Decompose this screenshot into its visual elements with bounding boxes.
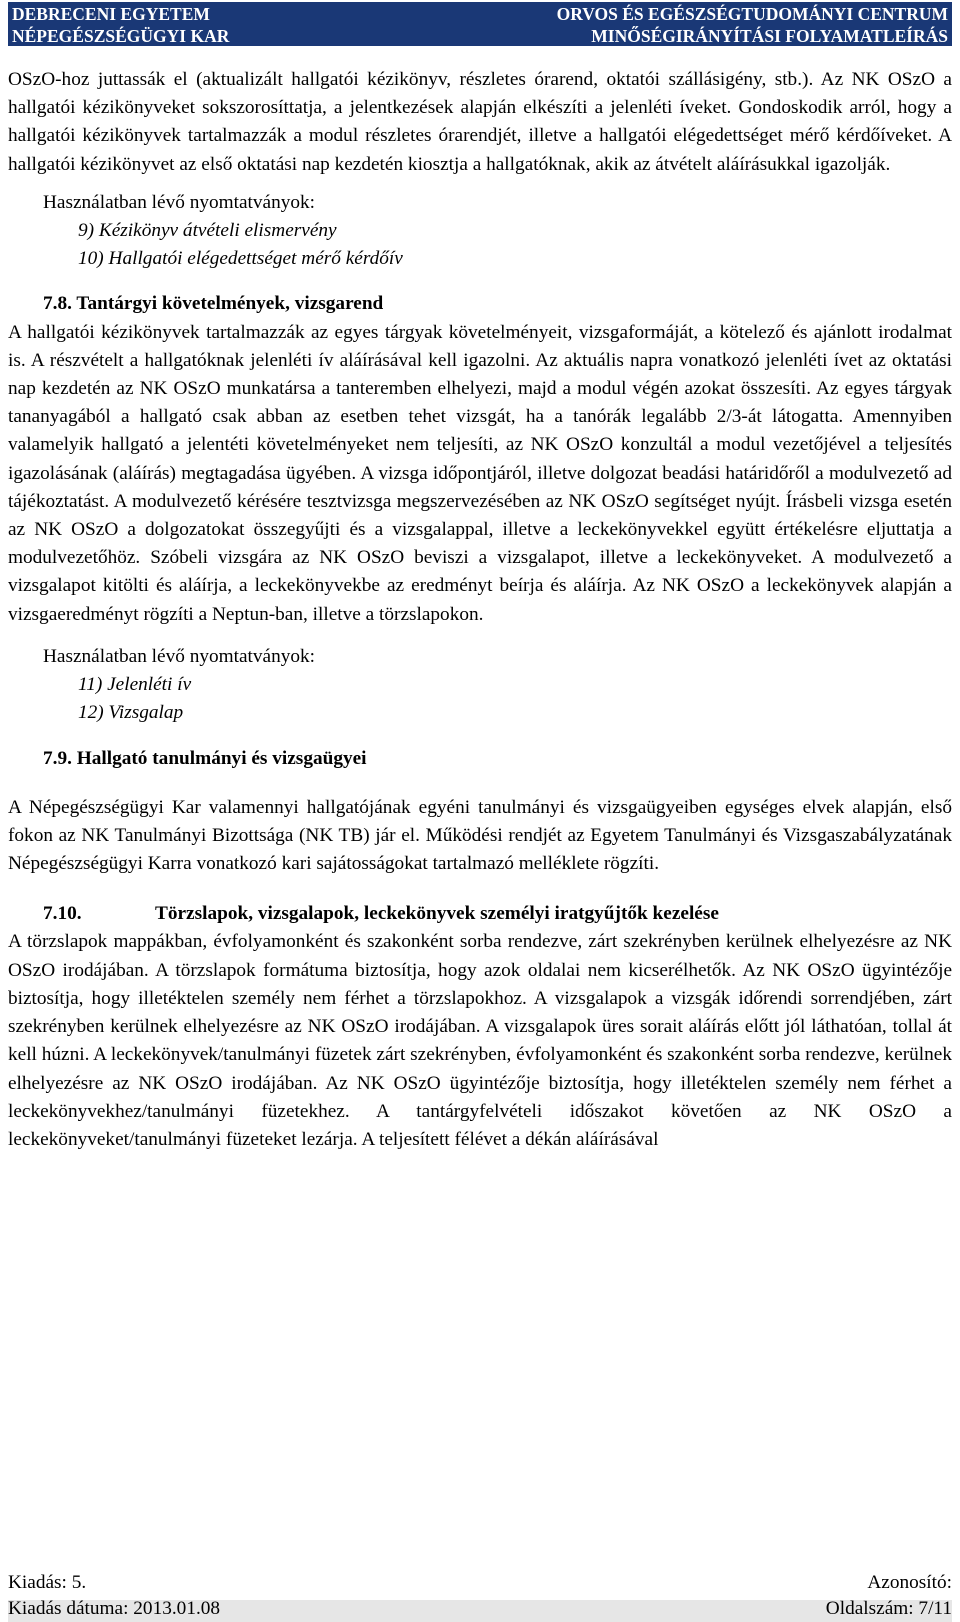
section-heading-7-9 [43,745,952,773]
intro-paragraph: OSzO-hoz juttassák el (aktualizált hallgatói kézikönyv, részletes órarend, oktatói szállásigény, stb.). Az NK OSzO a hallgatói kézikönyveket sokszorosíttatja, a jelentkezések alapján elkészíti a jelenléti íveket. Gondoskodik arról, hogy a hallgatói kézikönyvek tartalmazzák a modul részletes órarendjét, illetve a hallgatói elégedettséget mérő kérdőíveket. A hallgatói kézikönyvet az első oktatási nap kezdetén kiosztja a hallgatóknak, akik az átvételt aláírásukkal igazolják. [8,69,952,175]
section-body-7-9: A Népegészségügyi Kar valamennyi hallgatójának egyéni tanulmányi és vizsgaügyeiben egységes elvek alapján, első fokon az NK Tanulmányi Bizottsága (NK TB) jár el. Működési rendjét az Egyetem Tanulmányi és Vizsgaszabályzatának Népegészségügyi Karra vonatkozó kari sajátosságokat tartalmazó melléklete rögzíti. [8,796,952,875]
form-item: 11) Jelenléti ív [78,674,192,696]
section-title: Törzslapok, vizsgalapok, leckekönyvek személyi iratgyűjtők kezelése [155,903,719,925]
form-item: 9) Kézikönyv átvételi elismervény [78,220,337,242]
section-number: 7.10. [43,903,82,925]
forms-list-2 [43,643,952,728]
section-7-8 [8,290,952,628]
footer-edition: Kiadás: 5. [8,1572,87,1593]
header-doc-type: MINŐSÉGIRÁNYÍTÁSI FOLYAMATLEÍRÁS [591,26,948,46]
footer-edition-date: Kiadás dátuma: 2013.01.08 [8,1598,221,1619]
section-heading-7-10 [43,900,952,928]
footer-identifier: Azonosító: [867,1572,952,1593]
section-body-7-10: A törzslapok mappákban, évfolyamonként és szakonként sorba rendezve, zárt szekrényben kerülnek elhelyezésre az NK OSzO irodájában. A törzslapok formátuma biztosítja, hogy azok oldalai nem kicserélhetők. Az NK OSzO ügyintézője biztosítja, hogy illetéktelen személy nem férhet a törzslapokhoz. A vizsgalapok a vizsgák időrendi sorrendjében, zárt szekrényben kerülnek elhelyezésre az NK OSzO irodájában. A vizsgalapok üres sorait aláírás előtt jól láthatóan, tollal át kell húzni. A leckekönyvek/tanulmányi füzetek zárt szekrényben, évfolyamonként és szakonként sorba rendezve, kerülnek elhelyezésre az NK OSzO irodájában. Az NK OSzO ügyintézője biztosítja, hogy illetéktelen személy nem férhet a leckekönyvekhez/tanulmányi füzetekhez. A tantárgyfelvételi időszakot követően az NK OSzO a leckekönyveket/tanulmányi füzeteket lezárja. A teljesített félévet a dékán aláírásával [8,931,952,1150]
forms-list-1 [43,189,952,274]
form-item: 10) Hallgatói elégedettséget mérő kérdőív [78,248,403,270]
footer-page-number: Oldalszám: 7/11 [825,1598,952,1619]
header-center: ORVOS ÉS EGÉSZSÉGTUDOMÁNYI CENTRUM [556,4,948,24]
form-item: 12) Vizsgalap [78,702,184,724]
section-title: Hallgató tanulmányi és vizsgaügyei [76,748,367,770]
page-footer [8,1570,952,1622]
forms-list-title: Használatban lévő nyomtatványok: [43,191,315,213]
section-body: A hallgatói kézikönyvek tartalmazzák az egyes tárgyak követelményeit, vizsgaformáját, a kötelező és ajánlott irodalmat is. A részvételt a hallgatóknak jelenléti ív aláírásával kell igazolni. Az aktuális napra vonatkozó jelenléti ívet az oktatási nap kezdetén az NK OSzO munkatársa a tanteremben elhelyezi, majd a modul végén azokat összesíti. Az egyes tárgyak tananyagából a hallgató csak abban az esetben tehet vizsgát, ha a tanórák legalább 2/3-át látogatta. Amennyiben valamelyik hallgató a jelentéti követelményeket nem teljesíti, az NK OSzO konzultál a modul vezetőjével a teljesítés igazolásának (aláírás) megtagadása ügyében. A vizsga időpontjáról, illetve dolgozat beadási határidőről a modulvezető ad tájékoztatást. A modulvezető kérésére tesztvizsga megszervezésében az NK OSzO segítséget nyújt. Írásbeli vizsga esetén az NK OSzO a dolgozatokat összegyűjti és a vizsgalappal, illetve a leckekönyvekkel együtt értékelésre eljuttatja a modulvezetőhöz. Szóbeli vizsgára az NK OSzO beviszi a vizsgalapot, illetve a leckekönyveket. A modulvezető a vizsgalapot kitölti és aláírja, a leckekönyvekbe az eredményt beírja és aláírja. Az NK OSzO a leckekönyvek alapján a vizsgaeredményt rögzíti a Neptun-ban, illetve a törzslapokon. [8,321,952,625]
section-number: 7.9. [43,748,72,770]
document-body [8,66,952,1154]
section-heading: 7.8. Tantárgyi követelmények, vizsgarend [43,293,384,315]
header-faculty: NÉPEGÉSZSÉGÜGYI KAR [12,26,230,46]
header-university: DEBRECENI EGYETEM [12,4,210,24]
page-header [8,2,952,46]
forms-list-title: Használatban lévő nyomtatványok: [43,645,315,667]
